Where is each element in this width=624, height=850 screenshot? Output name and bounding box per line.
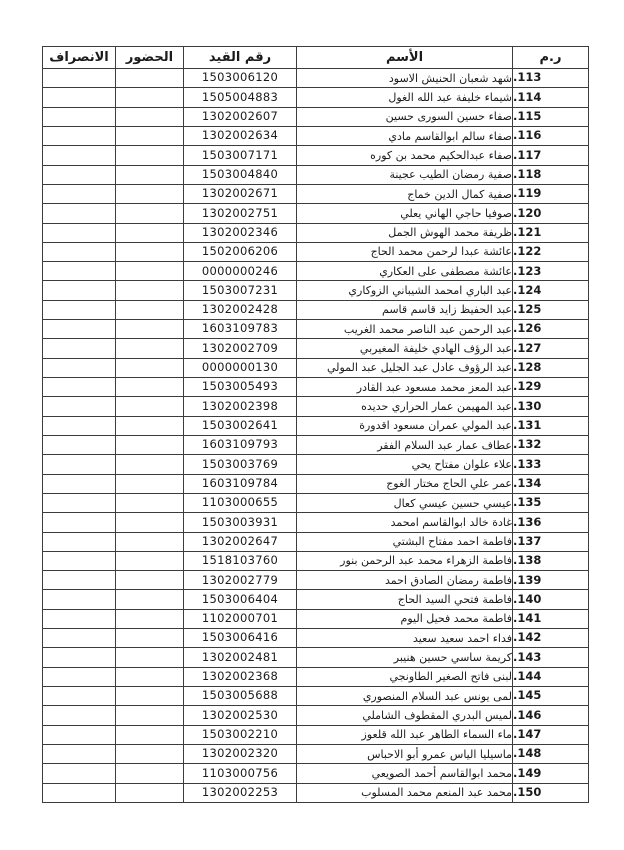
departure-cell bbox=[43, 320, 116, 339]
student-name-cell: شهد شعبان الحنيش الاسود bbox=[297, 69, 513, 88]
table-row bbox=[43, 358, 589, 377]
serial-number-cell: .128 bbox=[513, 358, 589, 377]
attendance-cell bbox=[116, 262, 184, 281]
table-row bbox=[43, 416, 589, 435]
attendance-cell bbox=[116, 667, 184, 686]
registration-number-cell: 1302002607 bbox=[184, 107, 297, 126]
col-registration-number: رقم القيد bbox=[184, 47, 297, 69]
serial-number-cell: .129 bbox=[513, 378, 589, 397]
registration-number-cell: 1502006206 bbox=[184, 242, 297, 261]
registration-number-cell: 1603109783 bbox=[184, 320, 297, 339]
departure-cell bbox=[43, 764, 116, 783]
registration-number-cell: 1302002709 bbox=[184, 339, 297, 358]
student-name-cell: عبد الرؤوف عادل عبد الجليل عبد المولي bbox=[297, 358, 513, 377]
serial-number-cell: .140 bbox=[513, 590, 589, 609]
registration-number-cell: 1103000655 bbox=[184, 493, 297, 512]
table-row bbox=[43, 725, 589, 744]
registration-number-cell: 1503007231 bbox=[184, 281, 297, 300]
serial-number-cell: .118 bbox=[513, 165, 589, 184]
departure-cell bbox=[43, 339, 116, 358]
attendance-cell bbox=[116, 609, 184, 628]
registration-number-cell: 1302002428 bbox=[184, 300, 297, 319]
student-name-cell: فداء احمد سعيد سعيد bbox=[297, 629, 513, 648]
attendance-cell bbox=[116, 687, 184, 706]
student-name-cell: صوفيا حاجي الهاني يعلي bbox=[297, 204, 513, 223]
serial-number-cell: .124 bbox=[513, 281, 589, 300]
departure-cell bbox=[43, 88, 116, 107]
departure-cell bbox=[43, 609, 116, 628]
serial-number-cell: .136 bbox=[513, 513, 589, 532]
registration-number-cell: 1503005688 bbox=[184, 687, 297, 706]
table-row bbox=[43, 126, 589, 145]
serial-number-cell: .131 bbox=[513, 416, 589, 435]
table-row bbox=[43, 629, 589, 648]
student-name-cell: علاء علوان مفتاح يحي bbox=[297, 455, 513, 474]
registration-number-cell: 1302002398 bbox=[184, 397, 297, 416]
attendance-cell bbox=[116, 571, 184, 590]
attendance-cell bbox=[116, 513, 184, 532]
table-row bbox=[43, 300, 589, 319]
serial-number-cell: .121 bbox=[513, 223, 589, 242]
registration-number-cell: 1302002779 bbox=[184, 571, 297, 590]
serial-number-cell: .139 bbox=[513, 571, 589, 590]
serial-number-cell: .116 bbox=[513, 126, 589, 145]
departure-cell bbox=[43, 590, 116, 609]
registration-number-cell: 1302002253 bbox=[184, 783, 297, 802]
serial-number-cell: .132 bbox=[513, 435, 589, 454]
table-row bbox=[43, 223, 589, 242]
table-row bbox=[43, 648, 589, 667]
student-name-cell: فاطمة رمضان الصادق احمد bbox=[297, 571, 513, 590]
table-row bbox=[43, 532, 589, 551]
student-name-cell: عائشة مصطفى على العكاري bbox=[297, 262, 513, 281]
attendance-cell bbox=[116, 764, 184, 783]
registration-number-cell: 1505004883 bbox=[184, 88, 297, 107]
table-row bbox=[43, 320, 589, 339]
serial-number-cell: .144 bbox=[513, 667, 589, 686]
departure-cell bbox=[43, 358, 116, 377]
serial-number-cell: .148 bbox=[513, 744, 589, 763]
table-row bbox=[43, 513, 589, 532]
serial-number-cell: .141 bbox=[513, 609, 589, 628]
serial-number-cell: .114 bbox=[513, 88, 589, 107]
registration-number-cell: 0000000246 bbox=[184, 262, 297, 281]
registration-number-cell: 1302002634 bbox=[184, 126, 297, 145]
student-name-cell: فاطمة محمد فحيل اليوم bbox=[297, 609, 513, 628]
departure-cell bbox=[43, 744, 116, 763]
registration-number-cell: 1503006120 bbox=[184, 69, 297, 88]
serial-number-cell: .133 bbox=[513, 455, 589, 474]
departure-cell bbox=[43, 706, 116, 725]
serial-number-cell: .130 bbox=[513, 397, 589, 416]
table-row bbox=[43, 571, 589, 590]
attendance-table bbox=[42, 46, 589, 803]
table-row bbox=[43, 764, 589, 783]
departure-cell bbox=[43, 69, 116, 88]
table-row bbox=[43, 184, 589, 203]
departure-cell bbox=[43, 378, 116, 397]
serial-number-cell: .126 bbox=[513, 320, 589, 339]
table-row bbox=[43, 107, 589, 126]
student-name-cell: لميس البدري المقطوف الشاملي bbox=[297, 706, 513, 725]
departure-cell bbox=[43, 667, 116, 686]
registration-number-cell: 0000000130 bbox=[184, 358, 297, 377]
serial-number-cell: .142 bbox=[513, 629, 589, 648]
departure-cell bbox=[43, 397, 116, 416]
serial-number-cell: .117 bbox=[513, 146, 589, 165]
table-row bbox=[43, 667, 589, 686]
attendance-cell bbox=[116, 69, 184, 88]
registration-number-cell: 1302002481 bbox=[184, 648, 297, 667]
table-row bbox=[43, 378, 589, 397]
table-row bbox=[43, 435, 589, 454]
registration-number-cell: 1302002320 bbox=[184, 744, 297, 763]
table-row bbox=[43, 339, 589, 358]
attendance-cell bbox=[116, 493, 184, 512]
attendance-cell bbox=[116, 107, 184, 126]
table-row bbox=[43, 551, 589, 570]
student-name-cell: صفاء عبدالحكيم محمد بن كوره bbox=[297, 146, 513, 165]
student-name-cell: عيسي حسين عيسي كعال bbox=[297, 493, 513, 512]
departure-cell bbox=[43, 242, 116, 261]
registration-number-cell: 1103000756 bbox=[184, 764, 297, 783]
table-row bbox=[43, 281, 589, 300]
table-row bbox=[43, 262, 589, 281]
col-serial: ر.م bbox=[513, 47, 589, 69]
attendance-cell bbox=[116, 339, 184, 358]
serial-number-cell: .122 bbox=[513, 242, 589, 261]
registration-number-cell: 1503003769 bbox=[184, 455, 297, 474]
student-name-cell: ماء السماء الطاهر عبد الله قلعوز bbox=[297, 725, 513, 744]
serial-number-cell: .138 bbox=[513, 551, 589, 570]
departure-cell bbox=[43, 416, 116, 435]
student-name-cell: عبد المولي عمران مسعود اقدورة bbox=[297, 416, 513, 435]
departure-cell bbox=[43, 281, 116, 300]
student-name-cell: فاطمة احمد مفتاح البشتي bbox=[297, 532, 513, 551]
table-row bbox=[43, 165, 589, 184]
registration-number-cell: 1503002210 bbox=[184, 725, 297, 744]
serial-number-cell: .150 bbox=[513, 783, 589, 802]
departure-cell bbox=[43, 107, 116, 126]
student-name-cell: عطاف عمار عبد السلام الفقر bbox=[297, 435, 513, 454]
departure-cell bbox=[43, 204, 116, 223]
attendance-cell bbox=[116, 242, 184, 261]
departure-cell bbox=[43, 435, 116, 454]
student-name-cell: عبد الباري امحمد الشيباني الزوكاري bbox=[297, 281, 513, 300]
departure-cell bbox=[43, 783, 116, 802]
registration-number-cell: 1503006404 bbox=[184, 590, 297, 609]
table-row bbox=[43, 493, 589, 512]
attendance-cell bbox=[116, 744, 184, 763]
attendance-cell bbox=[116, 378, 184, 397]
registration-number-cell: 1503005493 bbox=[184, 378, 297, 397]
table-row bbox=[43, 744, 589, 763]
student-name-cell: صفية كمال الدين خماج bbox=[297, 184, 513, 203]
registration-number-cell: 1102000701 bbox=[184, 609, 297, 628]
table-row bbox=[43, 609, 589, 628]
departure-cell bbox=[43, 126, 116, 145]
attendance-cell bbox=[116, 358, 184, 377]
serial-number-cell: .137 bbox=[513, 532, 589, 551]
departure-cell bbox=[43, 223, 116, 242]
student-name-cell: عبد المهيمن عمار الحراري حديده bbox=[297, 397, 513, 416]
table-row bbox=[43, 69, 589, 88]
registration-number-cell: 1518103760 bbox=[184, 551, 297, 570]
serial-number-cell: .119 bbox=[513, 184, 589, 203]
serial-number-cell: .113 bbox=[513, 69, 589, 88]
attendance-cell bbox=[116, 320, 184, 339]
departure-cell bbox=[43, 551, 116, 570]
student-name-cell: ماسيليا الياس عمرو أبو الاحباس bbox=[297, 744, 513, 763]
scanned-page bbox=[42, 46, 589, 803]
student-name-cell: صفية رمضان الطيب عجينة bbox=[297, 165, 513, 184]
header-row bbox=[43, 47, 589, 69]
registration-number-cell: 1503006416 bbox=[184, 629, 297, 648]
student-name-cell: غادة خالد ابوالقاسم امحمد bbox=[297, 513, 513, 532]
student-name-cell: لمى يونس عبد السلام المنصوري bbox=[297, 687, 513, 706]
serial-number-cell: .120 bbox=[513, 204, 589, 223]
departure-cell bbox=[43, 513, 116, 532]
attendance-cell bbox=[116, 126, 184, 145]
table-row bbox=[43, 474, 589, 493]
registration-number-cell: 1302002530 bbox=[184, 706, 297, 725]
table-row bbox=[43, 204, 589, 223]
departure-cell bbox=[43, 687, 116, 706]
student-name-cell: عائشة عبدا لرحمن محمد الحاج bbox=[297, 242, 513, 261]
serial-number-cell: .115 bbox=[513, 107, 589, 126]
registration-number-cell: 1603109793 bbox=[184, 435, 297, 454]
departure-cell bbox=[43, 474, 116, 493]
table-row bbox=[43, 687, 589, 706]
serial-number-cell: .146 bbox=[513, 706, 589, 725]
attendance-cell bbox=[116, 184, 184, 203]
student-name-cell: شيماء خليفة عبد الله الغول bbox=[297, 88, 513, 107]
departure-cell bbox=[43, 629, 116, 648]
student-name-cell: لبنى فاتح الصغير الطاونجي bbox=[297, 667, 513, 686]
attendance-cell bbox=[116, 629, 184, 648]
col-attendance: الحضور bbox=[116, 47, 184, 69]
serial-number-cell: .143 bbox=[513, 648, 589, 667]
attendance-cell bbox=[116, 397, 184, 416]
student-name-cell: صفاء حسين السورى حسين bbox=[297, 107, 513, 126]
attendance-cell bbox=[116, 146, 184, 165]
attendance-cell bbox=[116, 88, 184, 107]
student-name-cell: عبد الرحمن عبد الناصر محمد الغريب bbox=[297, 320, 513, 339]
registration-number-cell: 1603109784 bbox=[184, 474, 297, 493]
attendance-cell bbox=[116, 204, 184, 223]
departure-cell bbox=[43, 300, 116, 319]
departure-cell bbox=[43, 455, 116, 474]
serial-number-cell: .123 bbox=[513, 262, 589, 281]
serial-number-cell: .135 bbox=[513, 493, 589, 512]
registration-number-cell: 1302002751 bbox=[184, 204, 297, 223]
attendance-cell bbox=[116, 300, 184, 319]
registration-number-cell: 1503007171 bbox=[184, 146, 297, 165]
table-row bbox=[43, 397, 589, 416]
student-name-cell: عمر علي الحاج مختار الغوج bbox=[297, 474, 513, 493]
registration-number-cell: 1302002647 bbox=[184, 532, 297, 551]
student-name-cell: عبد المعز محمد مسعود عبد القادر bbox=[297, 378, 513, 397]
serial-number-cell: .149 bbox=[513, 764, 589, 783]
attendance-cell bbox=[116, 648, 184, 667]
departure-cell bbox=[43, 262, 116, 281]
registration-number-cell: 1503002641 bbox=[184, 416, 297, 435]
table-row bbox=[43, 706, 589, 725]
attendance-cell bbox=[116, 706, 184, 725]
departure-cell bbox=[43, 571, 116, 590]
table-row bbox=[43, 455, 589, 474]
serial-number-cell: .147 bbox=[513, 725, 589, 744]
serial-number-cell: .145 bbox=[513, 687, 589, 706]
table-row bbox=[43, 146, 589, 165]
departure-cell bbox=[43, 493, 116, 512]
attendance-cell bbox=[116, 165, 184, 184]
student-name-cell: ظريفة محمد الهوش الجمل bbox=[297, 223, 513, 242]
departure-cell bbox=[43, 648, 116, 667]
serial-number-cell: .125 bbox=[513, 300, 589, 319]
student-name-cell: فاطمة فتحي السيد الحاج bbox=[297, 590, 513, 609]
departure-cell bbox=[43, 146, 116, 165]
col-name: الأسم bbox=[297, 47, 513, 69]
attendance-cell bbox=[116, 281, 184, 300]
student-name-cell: كريمة ساسي حسين هنيبر bbox=[297, 648, 513, 667]
attendance-cell bbox=[116, 416, 184, 435]
registration-number-cell: 1503003931 bbox=[184, 513, 297, 532]
attendance-cell bbox=[116, 435, 184, 454]
serial-number-cell: .134 bbox=[513, 474, 589, 493]
student-name-cell: عبد الرؤف الهادي خليفة المغيربي bbox=[297, 339, 513, 358]
table-row bbox=[43, 242, 589, 261]
attendance-cell bbox=[116, 223, 184, 242]
attendance-cell bbox=[116, 590, 184, 609]
attendance-cell bbox=[116, 455, 184, 474]
registration-number-cell: 1503004840 bbox=[184, 165, 297, 184]
student-name-cell: عبد الحفيظ زايد قاسم قاسم bbox=[297, 300, 513, 319]
attendance-cell bbox=[116, 532, 184, 551]
attendance-cell bbox=[116, 783, 184, 802]
attendance-cell bbox=[116, 474, 184, 493]
registration-number-cell: 1302002346 bbox=[184, 223, 297, 242]
attendance-cell bbox=[116, 725, 184, 744]
student-name-cell: محمد عبد المنعم محمد المسلوب bbox=[297, 783, 513, 802]
serial-number-cell: .127 bbox=[513, 339, 589, 358]
departure-cell bbox=[43, 184, 116, 203]
table-row bbox=[43, 88, 589, 107]
student-name-cell: محمد ابوالقاسم أحمد الصويعي bbox=[297, 764, 513, 783]
registration-number-cell: 1302002368 bbox=[184, 667, 297, 686]
table-row bbox=[43, 783, 589, 802]
col-departure: الانصراف bbox=[43, 47, 116, 69]
departure-cell bbox=[43, 532, 116, 551]
student-name-cell: فاطمة الزهراء محمد عبد الرحمن بنور bbox=[297, 551, 513, 570]
departure-cell bbox=[43, 165, 116, 184]
attendance-cell bbox=[116, 551, 184, 570]
registration-number-cell: 1302002671 bbox=[184, 184, 297, 203]
table-row bbox=[43, 590, 589, 609]
departure-cell bbox=[43, 725, 116, 744]
student-name-cell: صفاء سالم ابوالقاسم مادي bbox=[297, 126, 513, 145]
